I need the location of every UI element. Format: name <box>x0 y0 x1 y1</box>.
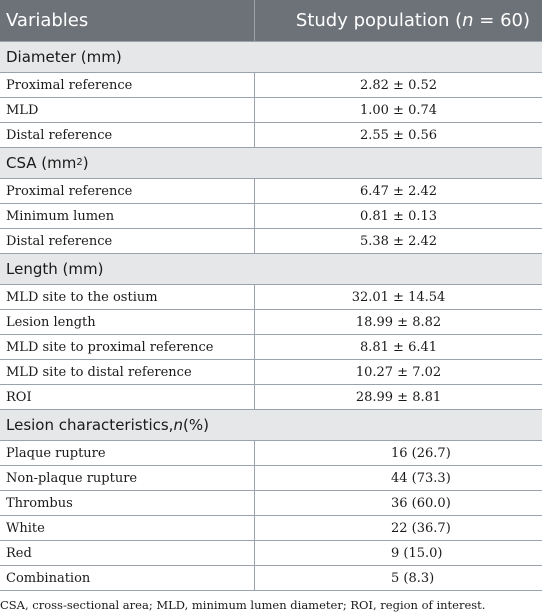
row-label: Proximal reference <box>0 73 255 97</box>
row-value: 6.47 ± 2.42 <box>359 183 438 199</box>
row-label: Minimum lumen <box>0 204 255 228</box>
row-value: 2.55 ± 0.56 <box>359 127 438 143</box>
table-row <box>0 285 542 310</box>
table-row <box>0 360 542 385</box>
row-label: MLD site to proximal reference <box>0 335 255 359</box>
row-value: 1.00 ± 0.74 <box>359 102 438 118</box>
row-value: 32.01 ± 14.54 <box>351 289 446 305</box>
table-row <box>0 310 542 335</box>
row-label: Proximal reference <box>0 179 255 203</box>
row-label: MLD site to distal reference <box>0 360 255 384</box>
row-value: 8.81 ± 6.41 <box>359 339 438 355</box>
row-value: 2.82 ± 0.52 <box>359 77 438 93</box>
table-row <box>0 385 542 410</box>
section-length: Length (mm) <box>0 254 542 285</box>
section-csa: CSA (mm 2 ) <box>0 148 542 179</box>
table-row <box>0 179 542 204</box>
table-row <box>0 204 542 229</box>
row-label: Thrombus <box>0 491 255 515</box>
row-value: 10.27 ± 7.02 <box>355 364 442 380</box>
row-value: 18.99 ± 8.82 <box>355 314 442 330</box>
row-label: Red <box>0 541 255 565</box>
row-label: MLD site to the ostium <box>0 285 255 309</box>
row-value: 5 (8.3) <box>391 570 435 586</box>
row-value: 9 (15.0) <box>391 545 443 561</box>
table-header <box>0 0 542 42</box>
header-study-population: Study population (n = 60) <box>295 10 530 31</box>
row-label: Lesion length <box>0 310 255 334</box>
header-variables: Variables <box>0 0 255 41</box>
row-value: 36 (60.0) <box>391 495 451 511</box>
row-label: Non-plaque rupture <box>0 466 255 490</box>
row-value: 16 (26.7) <box>391 445 451 461</box>
table-footnote: CSA, cross-sectional area; MLD, minimum lumen diameter; ROI, region of interest. <box>0 598 486 612</box>
row-value: 44 (73.3) <box>391 470 451 486</box>
row-label: ROI <box>0 385 255 409</box>
table-row <box>0 466 542 491</box>
row-value: 5.38 ± 2.42 <box>359 233 438 249</box>
table-row <box>0 566 542 591</box>
table-row <box>0 123 542 148</box>
table-row <box>0 229 542 254</box>
row-value: 22 (36.7) <box>391 520 451 536</box>
row-label: Distal reference <box>0 123 255 147</box>
table-row <box>0 516 542 541</box>
row-label: MLD <box>0 98 255 122</box>
section-diameter: Diameter (mm) <box>0 42 542 73</box>
row-label: Combination <box>0 566 255 590</box>
table-row <box>0 335 542 360</box>
row-label: Distal reference <box>0 229 255 253</box>
row-value: 0.81 ± 0.13 <box>359 208 438 224</box>
row-label: White <box>0 516 255 540</box>
row-value: 28.99 ± 8.81 <box>355 389 442 405</box>
row-label: Plaque rupture <box>0 441 255 465</box>
section-lesion-characteristics: Lesion characteristics, n (%) <box>0 410 542 441</box>
table-row <box>0 491 542 516</box>
table-row <box>0 541 542 566</box>
table-row <box>0 441 542 466</box>
table-row <box>0 98 542 123</box>
table-row <box>0 73 542 98</box>
